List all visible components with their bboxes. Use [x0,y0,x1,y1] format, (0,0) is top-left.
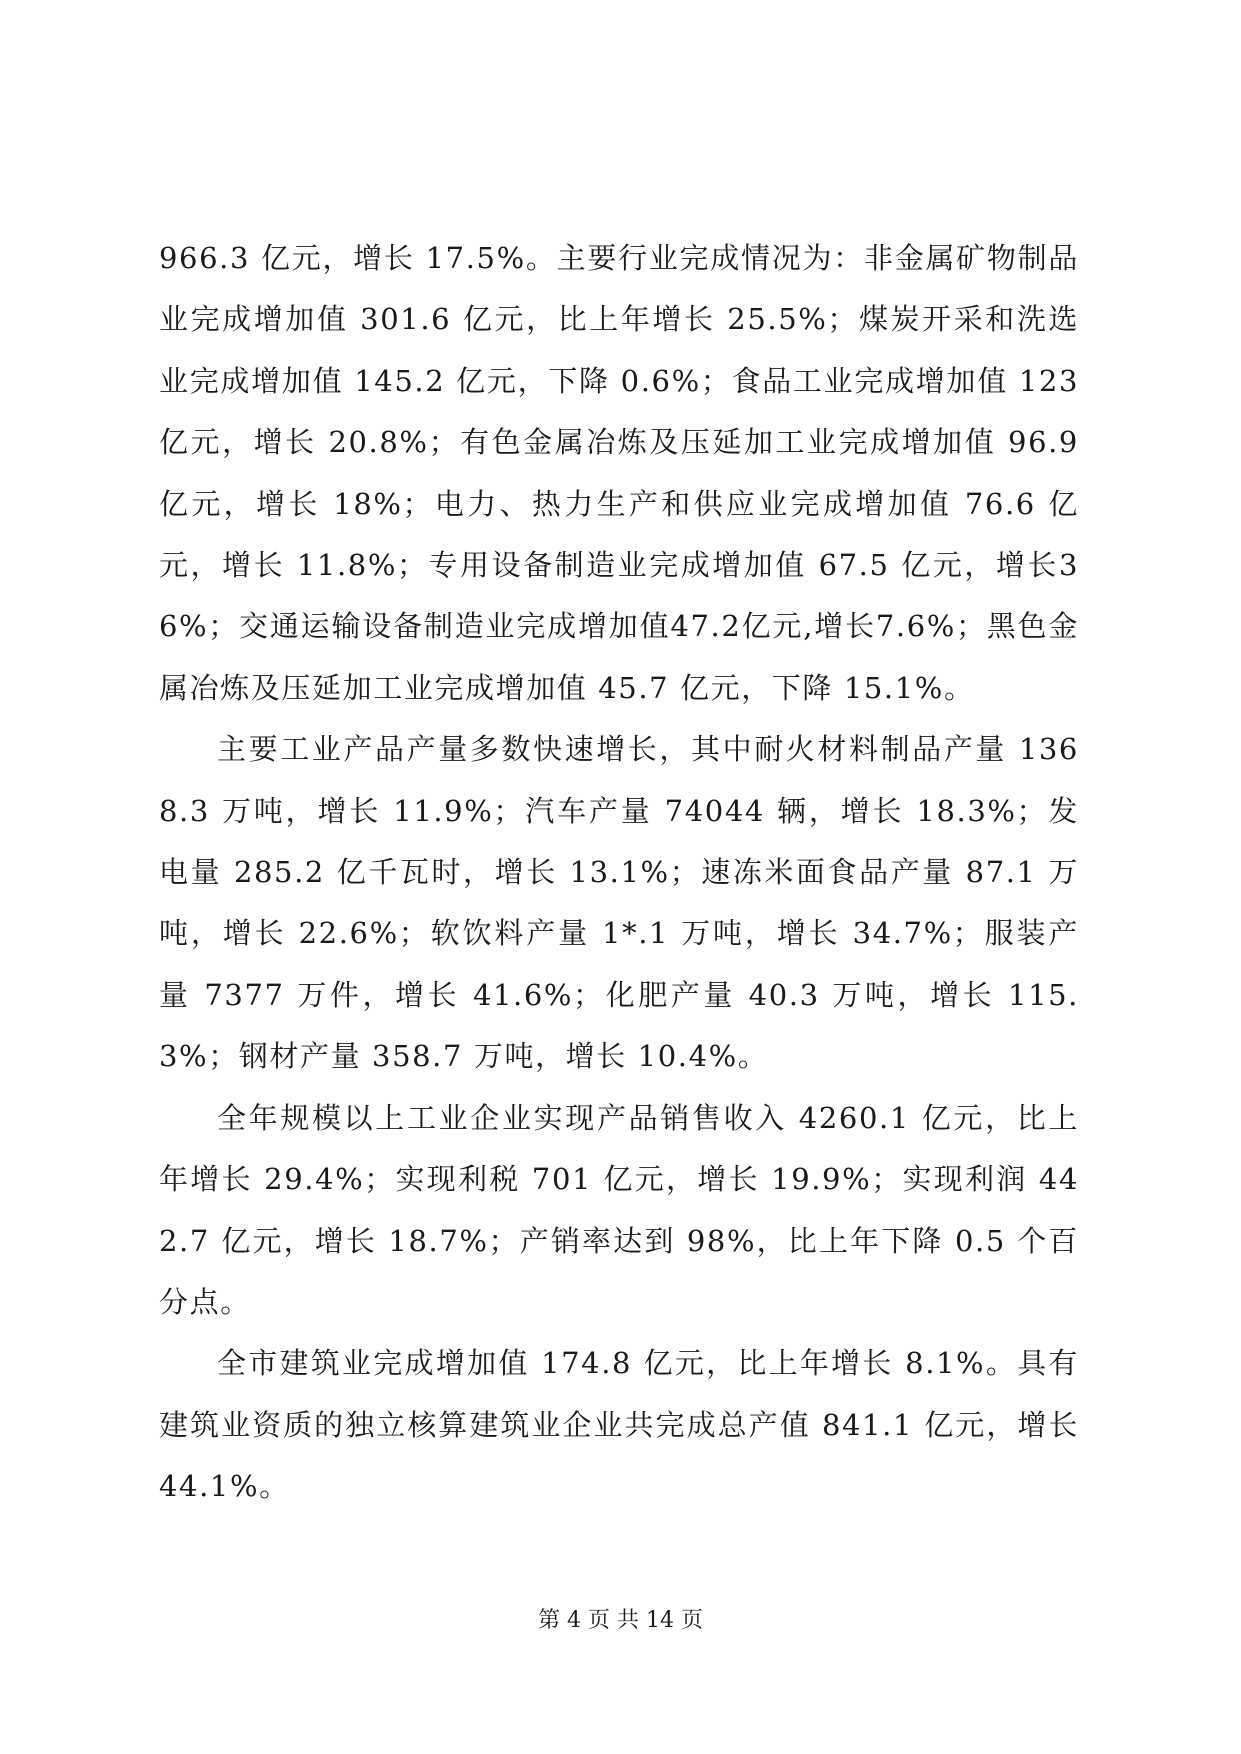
page-number-footer: 第 4 页 共 14 页 [538,1608,703,1633]
paragraph-construction: 全市建筑业完成增加值 174.8 亿元，比上年增长 8.1%。具有建筑业资质的独立核算建筑业企业共完成总产值 841.1 亿元，增长 44.1%。 [159,1346,1079,1504]
document-body [159,228,1079,1518]
paragraph-enterprise-revenue: 全年规模以上工业企业实现产品销售收入 4260.1 亿元，比上年增长 29.4%；实现利税 701 亿元，增长 19.9%；实现利润 442.7 亿元，增长 18.7%；产销率达到 98%，比上年下降 0.5 个百分点。 [159,1100,1079,1319]
paragraph-industry-sectors: 966.3 亿元，增长 17.5%。主要行业完成情况为：非金属矿物制品业完成增加值 301.6 亿元，比上年增长 25.5%；煤炭开采和洗选业完成增加值 145.2 亿元，下降 0.6%；食品工业完成增加值 123 亿元，增长 20.8%；有色金属冶炼及压延加工业完成增加值 96.9 亿元，增长 18%；电力、热力生产和供应业完成增加值 76.6 亿元，增长 11.8%；专用设备制造业完成增加值 67.5 亿元，增长36%；交通运输设备制造业完成增加值47.2亿元,增长7.6%；黑色金属冶炼及压延加工业完成增加值 45.7 亿元，下降 15.1%。 [159,241,1079,705]
paragraph-industrial-output: 主要工业产品产量多数快速增长，其中耐火材料制品产量 1368.3 万吨，增长 11.9%；汽车产量 74044 辆，增长 18.3%；发电量 285.2 亿千瓦时，增长 13.1%；速冻米面食品产量 87.1 万吨，增长 22.6%；软饮料产量 1*.1 万吨，增长 34.7%；服装产量 7377 万件，增长 41.6%；化肥产量 40.3 万吨，增长 115.3%；钢材产量 358.7 万吨，增长 10.4%。 [159,732,1079,1074]
